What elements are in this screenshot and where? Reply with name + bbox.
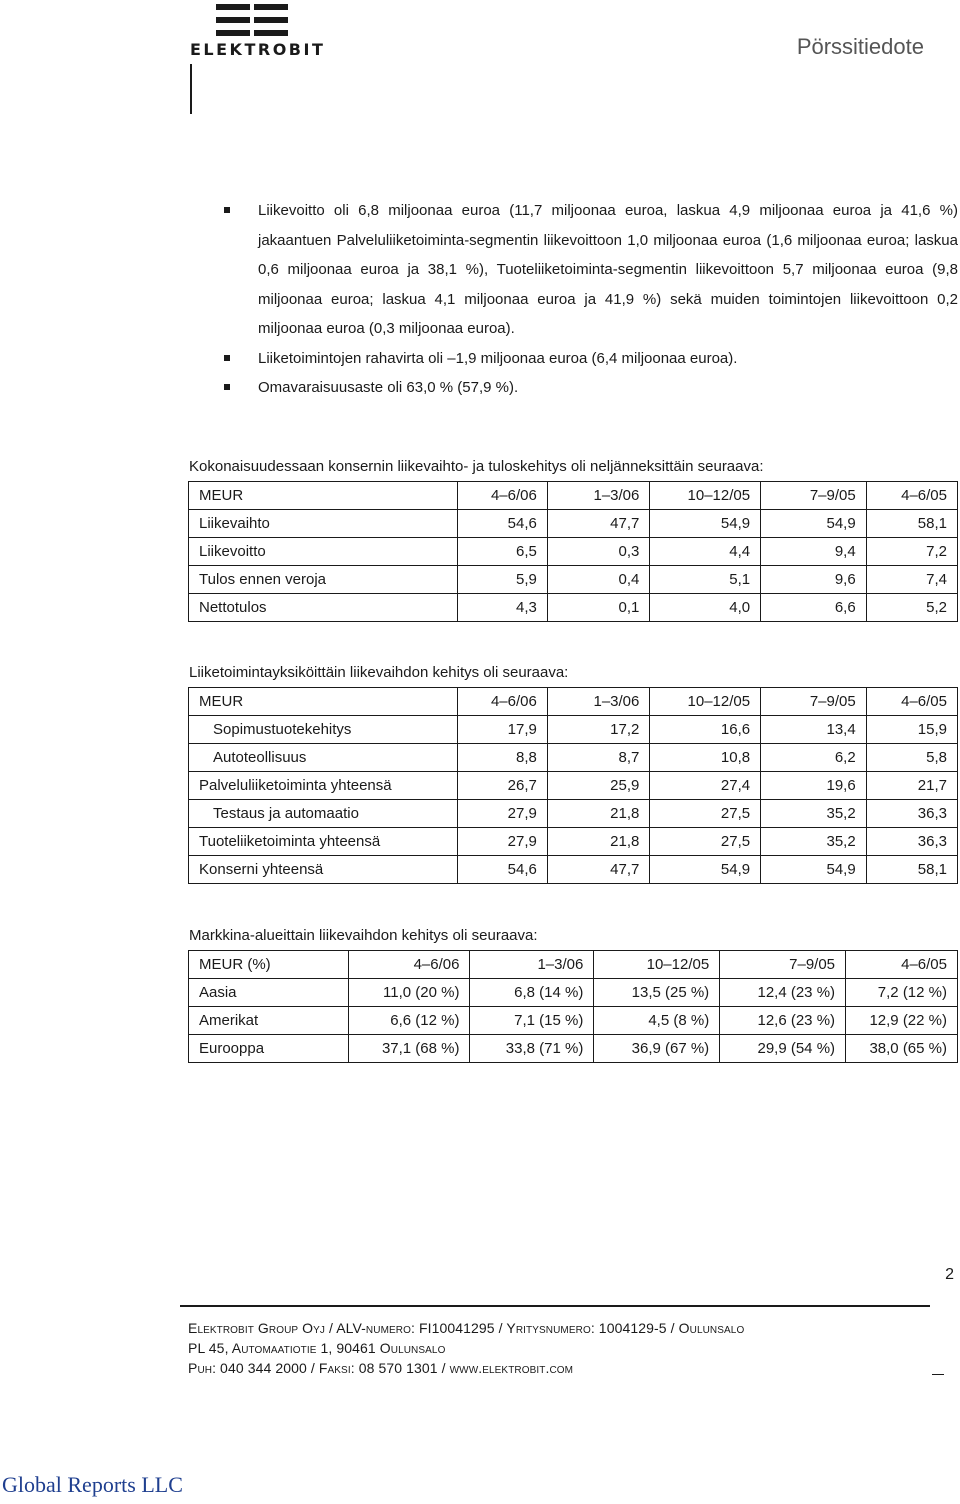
table-header-row [189,688,958,716]
table-row [189,594,958,622]
table-row [189,538,958,566]
table-cell: 5,9 [457,566,547,594]
list-item [222,344,958,374]
table-row [189,510,958,538]
table-cell: 12,9 (22 %) [846,1007,958,1035]
table-cell: 25,9 [547,772,650,800]
table-cell: 6,8 (14 %) [470,979,594,1007]
table-cell: 6,6 (12 %) [348,1007,470,1035]
table-row [189,828,958,856]
page-number: 2 [945,1266,954,1283]
document-type: Pörssitiedote [796,34,924,59]
table-row [189,772,958,800]
bullet-square-icon [224,384,230,390]
table-cell: 54,9 [650,510,761,538]
header-cell: 7–9/05 [720,951,846,979]
table-cell: 7,1 (15 %) [470,1007,594,1035]
row-label: Konserni yhteensä [189,856,458,884]
quarterly-results-table [188,481,958,622]
row-label: Aasia [189,979,349,1007]
table-cell: 4,3 [457,594,547,622]
table-cell: 36,3 [866,828,957,856]
table-cell: 8,8 [457,744,547,772]
header-cell: 1–3/06 [547,688,650,716]
table-cell: 15,9 [866,716,957,744]
table-cell: 36,3 [866,800,957,828]
header-cell: 10–12/05 [650,482,761,510]
footer-dash [932,1374,944,1375]
table-cell: 0,1 [547,594,650,622]
table-cell: 54,9 [761,510,867,538]
row-label: Liikevoitto [189,538,458,566]
business-unit-table-title: Liiketoimintayksiköittäin liikevaihdon kehitys oli seuraava: [189,664,569,681]
header-cell: 4–6/05 [866,482,957,510]
row-label: Palveluliiketoiminta yhteensä [189,772,458,800]
table-cell: 4,5 (8 %) [594,1007,720,1035]
table-cell: 29,9 (54 %) [720,1035,846,1063]
header-cell: MEUR [189,482,458,510]
market-area-revenue-table [188,950,958,1063]
company-logo [190,2,326,114]
footer-contact-line: Puh: 040 344 2000 / Faksi: 08 570 1301 / www.elektrobit.com [188,1360,574,1376]
header-cell: 1–3/06 [470,951,594,979]
header-cell: 7–9/05 [761,482,867,510]
table-row [189,1007,958,1035]
table-cell: 4,0 [650,594,761,622]
bullet-square-icon [224,355,230,361]
header-cell: MEUR [189,688,458,716]
business-unit-revenue-table [188,687,958,884]
table-cell: 37,1 (68 %) [348,1035,470,1063]
table-cell: 21,7 [866,772,957,800]
row-label: Sopimustuotekehitys [189,716,458,744]
table-cell: 11,0 (20 %) [348,979,470,1007]
table-row [189,744,958,772]
footer-divider [180,1305,930,1307]
watermark: Global Reports LLC [2,1472,183,1497]
table-cell: 13,4 [761,716,867,744]
table-cell: 8,7 [547,744,650,772]
row-label: Autoteollisuus [189,744,458,772]
table-cell: 19,6 [761,772,867,800]
list-item [222,196,958,344]
table-cell: 21,8 [547,828,650,856]
header-cell: 1–3/06 [547,482,650,510]
table-cell: 35,2 [761,828,867,856]
table-cell: 27,9 [457,800,547,828]
footer-address-line: PL 45, Automaatiotie 1, 90461 Oulunsalo [188,1340,446,1356]
table-cell: 7,4 [866,566,957,594]
header-cell: 7–9/05 [761,688,867,716]
table-cell: 54,6 [457,856,547,884]
row-label: Liikevaihto [189,510,458,538]
table-cell: 54,6 [457,510,547,538]
table-row [189,800,958,828]
bullet-text: Liiketoimintojen rahavirta oli –1,9 miljoonaa euroa (6,4 miljoonaa euroa). [258,349,738,367]
header-cell: 4–6/06 [348,951,470,979]
table-cell: 17,9 [457,716,547,744]
table-cell: 6,5 [457,538,547,566]
table-cell: 9,6 [761,566,867,594]
table-cell: 6,6 [761,594,867,622]
bullet-text: Liikevoitto oli 6,8 miljoonaa euroa (11,7 miljoonaa euroa, laskua 4,9 miljoonaa euroa ja 41,6 %) jakaantuen Palveluliiketoiminta-segmentin liikevoittoon 1,0 miljoonaa euroa (1,6 miljoonaa euroa; laskua 0,6 miljoonaa euroa ja 38,1 %), Tuoteliiketoiminta-segmentin liikevoittoon 5,7 miljoonaa euroa (9,8 miljoonaa euroa; laskua 4,1 miljoonaa euroa ja 41,9 %) sekä muiden toimintojen liikevoittoon 0,2 miljoonaa euroa (0,3 miljoonaa euroa). [258,202,958,337]
table-cell: 12,4 (23 %) [720,979,846,1007]
table-cell: 9,4 [761,538,867,566]
elektrobit-logo-icon [216,2,288,38]
logo-wordmark: ELEKTROBIT [190,40,326,59]
row-label: Tulos ennen veroja [189,566,458,594]
table-cell: 38,0 (65 %) [846,1035,958,1063]
table-cell: 5,2 [866,594,957,622]
bullet-text: Omavaraisuusaste oli 63,0 % (57,9 %). [258,379,519,396]
header-cell: 4–6/06 [457,688,547,716]
table-cell: 54,9 [650,856,761,884]
header-cell: 10–12/05 [594,951,720,979]
table-cell: 7,2 [866,538,957,566]
table-row [189,856,958,884]
table-cell: 33,8 (71 %) [470,1035,594,1063]
table-cell: 16,6 [650,716,761,744]
table-cell: 0,3 [547,538,650,566]
market-area-table-title: Markkina-alueittain liikevaihdon kehitys oli seuraava: [189,927,538,944]
table-cell: 58,1 [866,856,957,884]
footer-company-line: Elektrobit Group Oyj / ALV-numero: FI10041295 / Yritysnumero: 1004129-5 / Oulunsalo [188,1320,745,1336]
header-cell: 4–6/05 [846,951,958,979]
table-header-row [189,482,958,510]
header-cell: MEUR (%) [189,951,349,979]
row-label: Eurooppa [189,1035,349,1063]
table-cell: 5,8 [866,744,957,772]
table-cell: 0,4 [547,566,650,594]
table-cell: 7,2 (12 %) [846,979,958,1007]
table-header-row [189,951,958,979]
table-cell: 27,9 [457,828,547,856]
table-cell: 6,2 [761,744,867,772]
header-cell: 10–12/05 [650,688,761,716]
bullet-square-icon [224,207,230,213]
list-item [222,373,958,403]
table-cell: 47,7 [547,510,650,538]
quarterly-table-title: Kokonaisuudessaan konsernin liikevaihto- ja tuloskehitys oli neljänneksittäin seuraava: [189,458,764,475]
table-row [189,979,958,1007]
key-points-list [222,196,958,403]
table-row [189,566,958,594]
table-cell: 12,6 (23 %) [720,1007,846,1035]
table-cell: 58,1 [866,510,957,538]
table-cell: 26,7 [457,772,547,800]
table-cell: 27,5 [650,828,761,856]
header-cell: 4–6/06 [457,482,547,510]
row-label: Testaus ja automaatio [189,800,458,828]
table-cell: 17,2 [547,716,650,744]
table-cell: 27,5 [650,800,761,828]
table-cell: 27,4 [650,772,761,800]
table-cell: 54,9 [761,856,867,884]
table-cell: 21,8 [547,800,650,828]
table-cell: 4,4 [650,538,761,566]
table-row [189,1035,958,1063]
table-cell: 36,9 (67 %) [594,1035,720,1063]
table-cell: 10,8 [650,744,761,772]
table-cell: 5,1 [650,566,761,594]
row-label: Amerikat [189,1007,349,1035]
row-label: Tuoteliiketoiminta yhteensä [189,828,458,856]
table-row [189,716,958,744]
row-label: Nettotulos [189,594,458,622]
table-cell: 47,7 [547,856,650,884]
logo-rule [190,64,192,114]
header-cell: 4–6/05 [866,688,957,716]
table-cell: 35,2 [761,800,867,828]
table-cell: 13,5 (25 %) [594,979,720,1007]
